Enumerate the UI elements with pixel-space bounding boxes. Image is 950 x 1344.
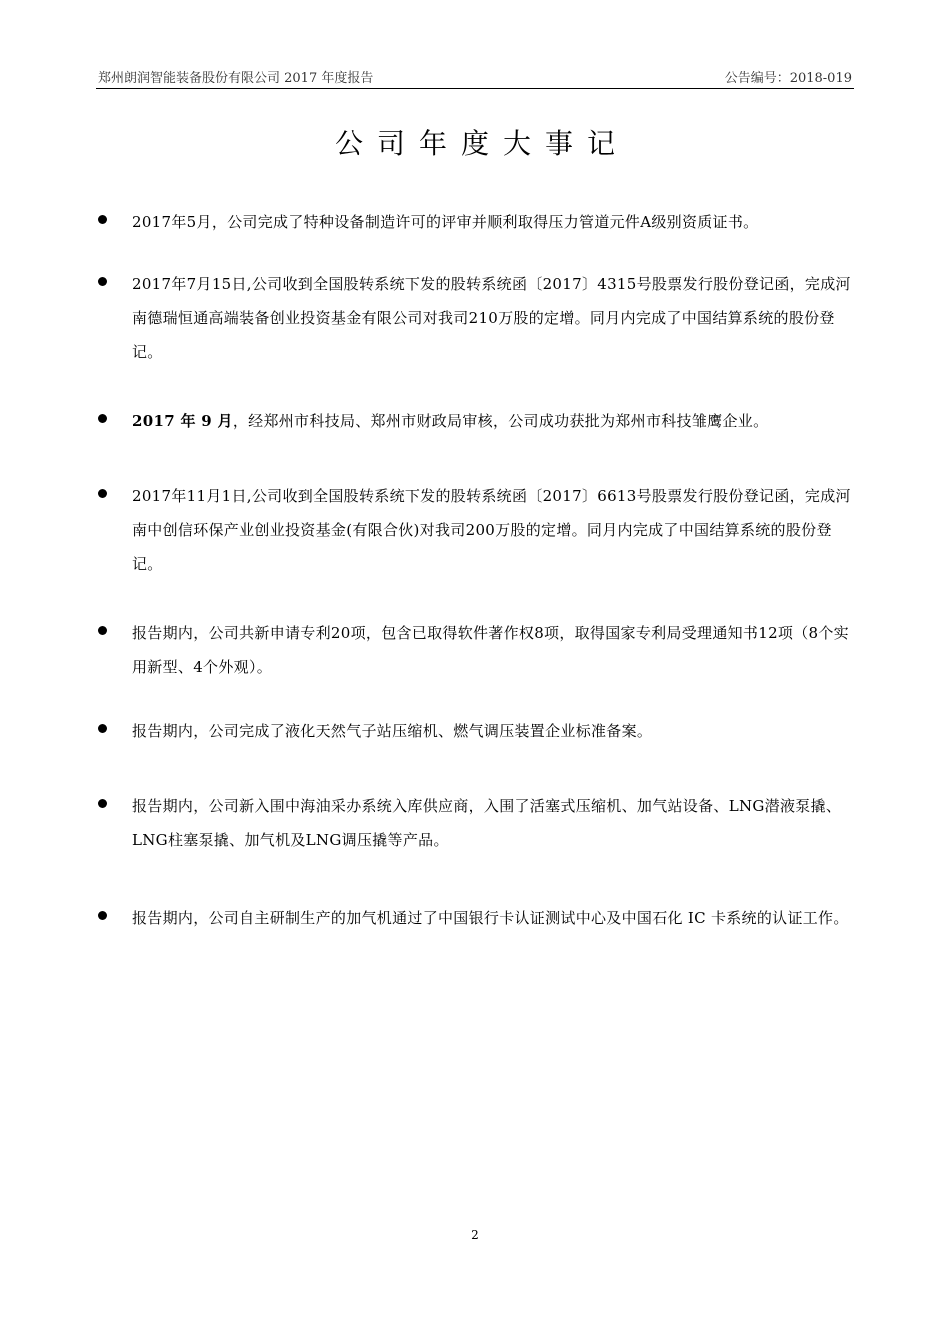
bullet-icon [98,414,107,423]
event-item [96,616,856,684]
event-text: 报告期内，公司自主研制生产的加气机通过了中国银行卡认证测试中心及中国石化 IC 卡系统的认证工作。 [132,909,849,927]
event-text: 2017年11月1日,公司收到全国股转系统下发的股转系统函〔2017〕6613号股票发行股份登记函，完成河南中创信环保产业创业投资基金(有限合伙)对我司200万股的定增。同月内完成了中国结算系统的股份登记。 [132,487,851,573]
event-item [96,901,856,935]
event-item [96,714,856,748]
page-number: 2 [471,1228,479,1242]
event-text [132,404,856,438]
event-item [96,479,856,581]
header-announcement-number: 公告编号：2018-019 [724,71,852,86]
bullet-icon [98,489,107,498]
page-title: 公司年度大事记 [334,127,629,160]
event-item [96,789,856,857]
event-text: 2017年5月，公司完成了特种设备制造许可的评审并顺利取得压力管道元件A级别资质证书。 [132,213,759,231]
event-text: 2017年7月15日,公司收到全国股转系统下发的股转系统函〔2017〕4315号股票发行股份登记函，完成河南德瑞恒通高端装备创业投资基金有限公司对我司210万股的定增。同月内完成了中国结算系统的股份登记。 [132,275,851,361]
bullet-icon [98,799,107,808]
bullet-icon [98,277,107,286]
header-company-report: 郑州朗润智能装备股份有限公司 2017 年度报告 [98,71,374,86]
bullet-icon [98,911,107,920]
event-description: ，经郑州市科技局、郑州市财政局审核，公司成功获批为郑州市科技雏鹰企业。 [232,412,769,430]
bullet-icon [98,215,107,224]
event-item [96,205,856,239]
bullet-icon [98,626,107,635]
bullet-icon [98,724,107,733]
event-text: 报告期内，公司新入围中海油采办系统入库供应商，入围了活塞式压缩机、加气站设备、LNG潜液泵撬、LNG柱塞泵撬、加气机及LNG调压撬等产品。 [132,797,842,849]
page-header [96,66,854,89]
event-text: 报告期内，公司完成了液化天然气子站压缩机、燃气调压装置企业标准备案。 [132,722,653,740]
event-item [96,267,856,369]
event-text: 报告期内，公司共新申请专利20项，包含已取得软件著作权8项，取得国家专利局受理通知书12项（8个实用新型、4个外观）。 [132,624,849,676]
event-date: 2017 年 9 月 [132,412,233,430]
event-item [96,404,856,438]
